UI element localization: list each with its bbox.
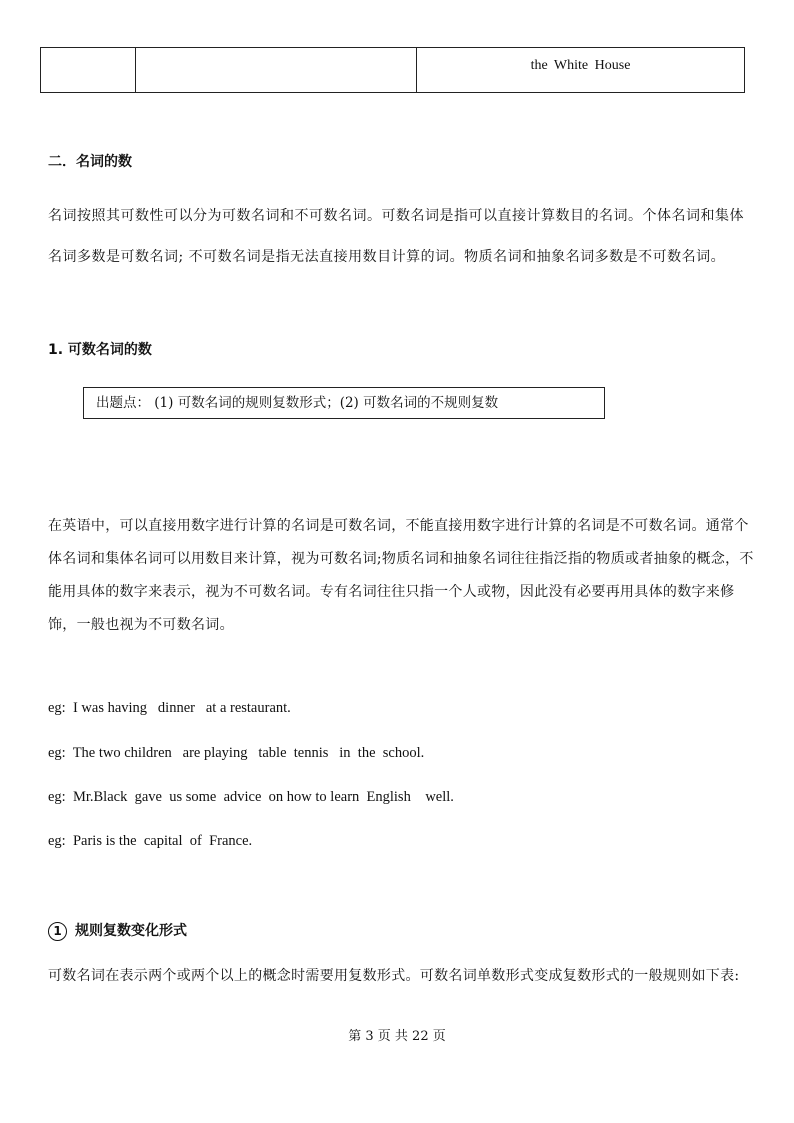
intro-paragraph: 名词按照其可数性可以分为可数名词和不可数名词。可数名词是指可以直接计算数目的名词。个体名词和集体名词多数是可数名词; 不可数名词是指无法直接用数目计算的词。物质名词和抽象名词多数是不可数名词。: [48, 208, 744, 265]
rules-paragraph: 可数名词在表示两个或两个以上的概念时需要用复数形式。可数名词单数形式变成复数形式的一般规则如下表:: [48, 968, 740, 984]
body-paragraph: 在英语中，可以直接用数字进行计算的名词是可数名词，不能直接用数字进行计算的名词是不可数名词。通常个体名词和集体名词可以用数目来计算，视为可数名词;物质名词和抽象名词往往指泛指的物质或者抽象的概念，不能用具体的数字来表示，视为不可数名词。专有名词往往只指一个人或物，因此没有必要再用具体的数字来修饰，一般也视为不可数名词。: [48, 518, 754, 633]
example-sentence: eg: I was having dinner at a restaurant.: [48, 700, 291, 716]
example-sentence: eg: Mr.Black gave us some advice on how to learn English well.: [48, 789, 454, 805]
table-cell: [41, 48, 136, 92]
section-heading: 二．名词的数: [48, 154, 132, 170]
subsection-heading-regular: [48, 920, 187, 941]
example-sentence: eg: The two children are playing table tennis in the school.: [48, 745, 425, 761]
subsection-title: 规则复数变化形式: [75, 923, 187, 939]
exam-point-box: 出题点： (1) 可数名词的规则复数形式；(2) 可数名词的不规则复数: [83, 387, 605, 419]
table-cell: the White House: [530, 58, 631, 73]
page-footer: 第 3 页 共 22 页: [348, 1029, 446, 1044]
circled-number-icon: 1: [48, 922, 67, 941]
table-cell: [136, 48, 417, 92]
subsection-heading: 1. 可数名词的数: [48, 342, 152, 358]
example-sentence: eg: Paris is the capital of France.: [48, 833, 253, 849]
top-table: [40, 47, 745, 93]
